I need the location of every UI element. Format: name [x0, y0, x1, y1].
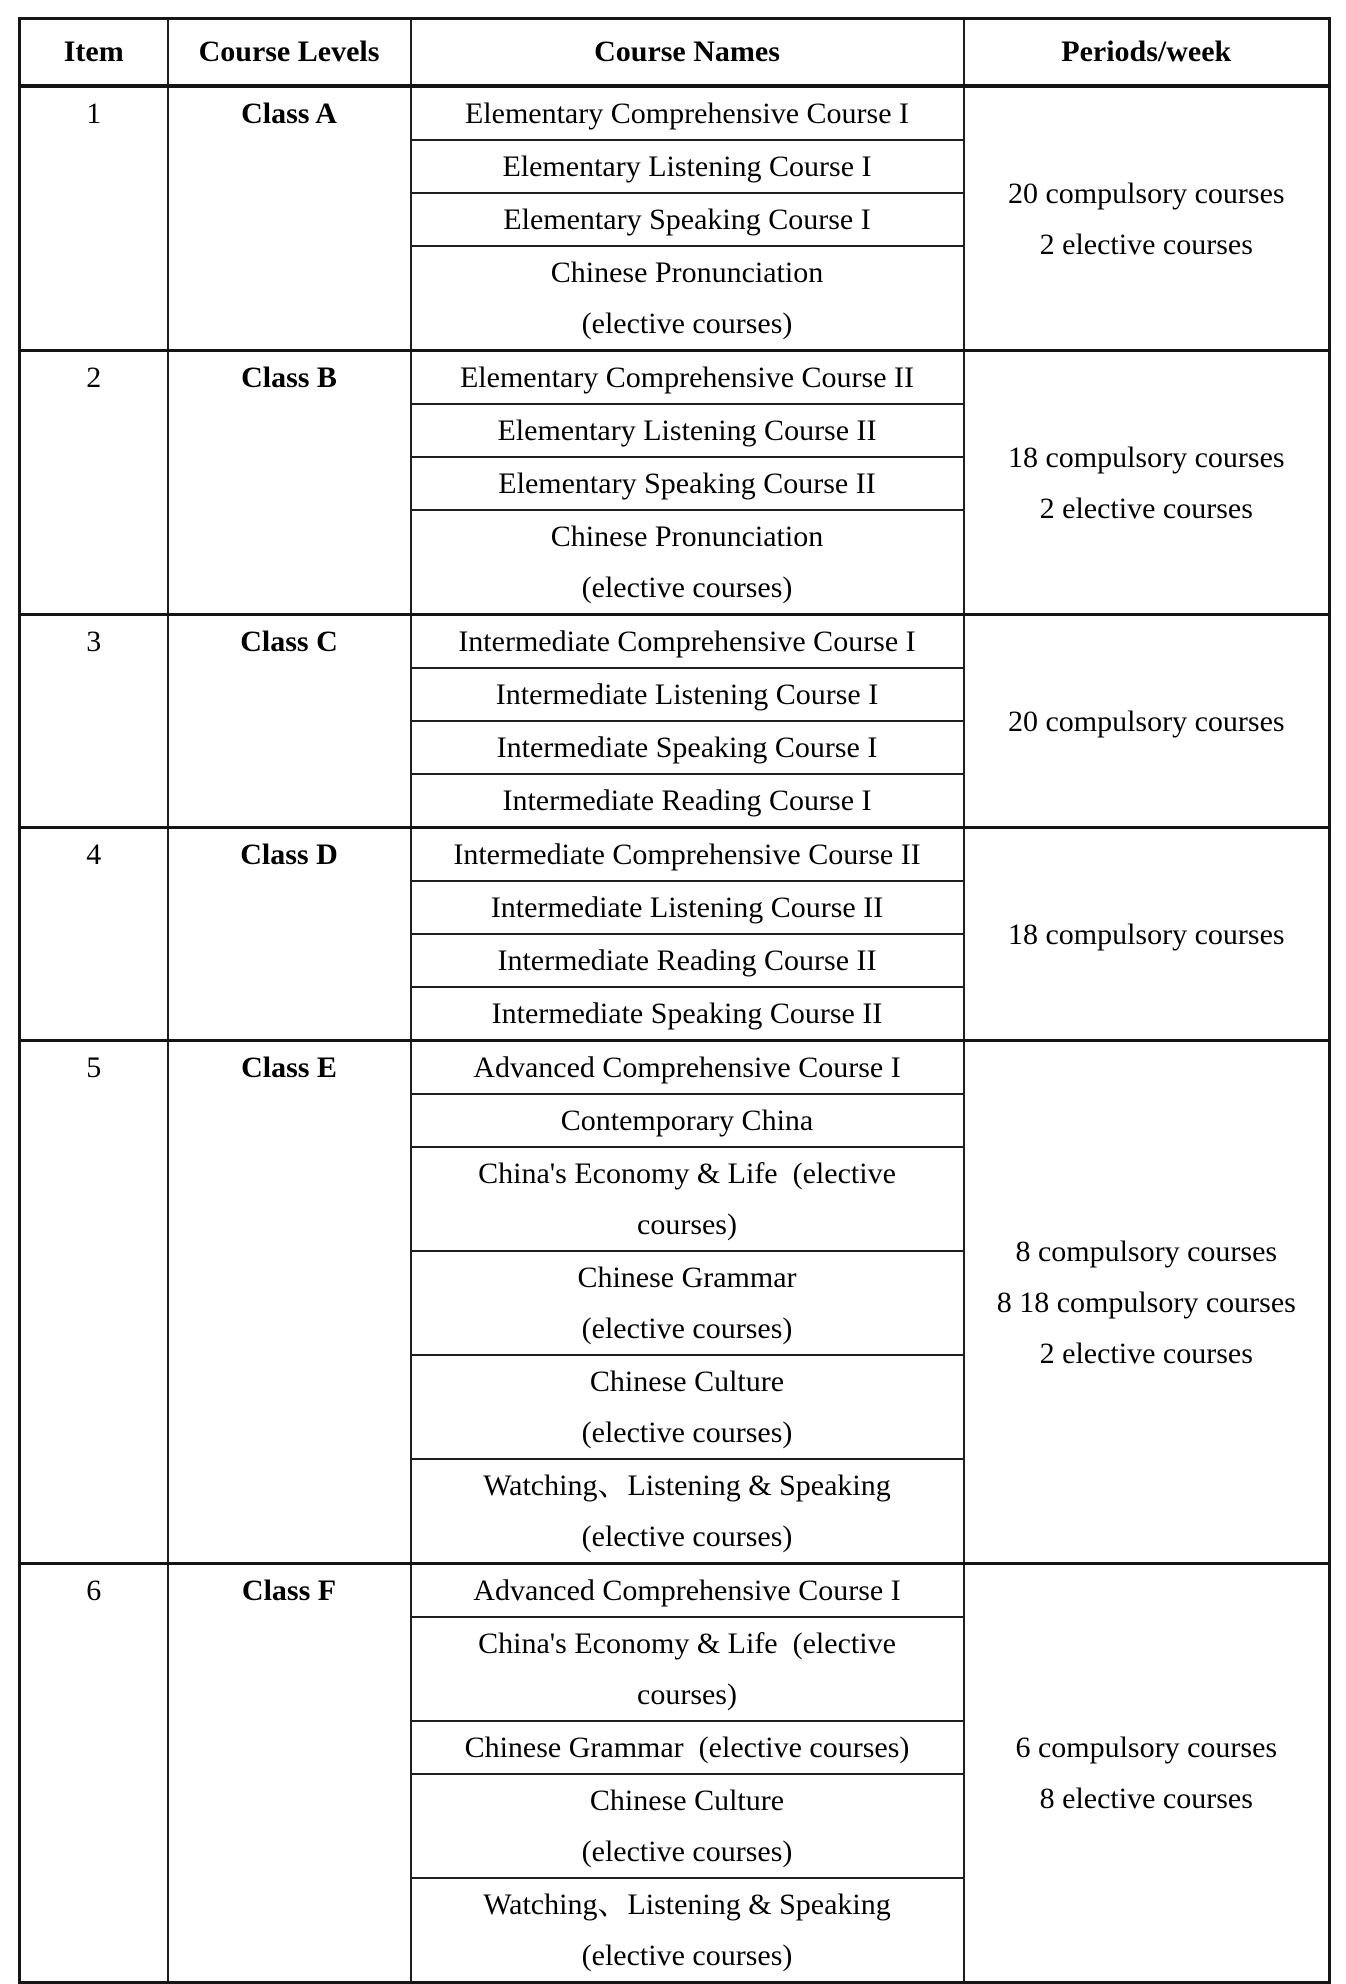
class-level: Class C [240, 625, 338, 658]
course-name: courses) [637, 1678, 737, 1711]
course-name: Advanced Comprehensive Course I [473, 1051, 901, 1084]
table-header-row [20, 19, 1330, 87]
course-cell [411, 1041, 964, 1095]
course-name: Intermediate Comprehensive Course II [453, 838, 921, 871]
course-cell [411, 404, 964, 457]
course-name: (elective courses) [581, 1520, 793, 1553]
course-cell [411, 1878, 964, 1983]
periods-text: 6 compulsory courses [1015, 1731, 1278, 1764]
course-cell [411, 1251, 964, 1355]
course-schedule-table [18, 17, 1331, 1984]
level-cell [168, 86, 411, 351]
course-cell [411, 721, 964, 774]
course-name: Chinese Grammar [577, 1261, 797, 1294]
course-cell [411, 615, 964, 669]
item-cell [20, 86, 168, 351]
course-cell [411, 934, 964, 987]
course-cell [411, 1459, 964, 1564]
periods-text: 8 compulsory courses [1015, 1234, 1278, 1268]
periods-text: 18 compulsory courses [1007, 440, 1285, 474]
class-level: Class A [241, 97, 337, 130]
course-name: China's Economy & Life (elective [478, 1157, 896, 1190]
item-number: 1 [86, 97, 102, 130]
item-cell [20, 615, 168, 828]
course-name: Advanced Comprehensive Course I [473, 1574, 901, 1607]
course-cell [411, 1094, 964, 1147]
course-name: Contemporary China [560, 1104, 814, 1137]
course-cell [411, 828, 964, 882]
course-cell [411, 351, 964, 405]
periods-cell [964, 86, 1330, 351]
class-level: Class B [241, 361, 337, 394]
table-row [20, 615, 1330, 669]
course-cell [411, 668, 964, 721]
item-number: 4 [86, 838, 102, 871]
item-cell [20, 1041, 168, 1564]
level-cell [168, 1564, 411, 1983]
periods-text: 20 compulsory courses [1007, 704, 1285, 738]
level-cell [168, 1041, 411, 1564]
class-level: Class D [240, 838, 338, 871]
course-cell [411, 1147, 964, 1251]
course-cell [411, 1355, 964, 1459]
item-cell [20, 1564, 168, 1983]
course-cell [411, 881, 964, 934]
table-row [20, 351, 1330, 405]
course-name: Watching、Listening & Speaking [483, 1888, 891, 1921]
periods-text: 8 18 compulsory courses [996, 1285, 1296, 1319]
table-row [20, 1041, 1330, 1095]
course-name: Elementary Listening Course I [502, 150, 872, 183]
course-name: Chinese Pronunciation [550, 256, 824, 289]
course-name: Elementary Comprehensive Course I [464, 97, 910, 130]
course-cell [411, 457, 964, 510]
course-name: Elementary Comprehensive Course II [459, 361, 915, 394]
item-cell [20, 828, 168, 1041]
header-course-levels: Course Levels [168, 19, 411, 87]
course-name: (elective courses) [581, 1835, 793, 1868]
level-cell [168, 615, 411, 828]
course-cell [411, 1721, 964, 1774]
periods-cell [964, 615, 1330, 828]
course-name: Elementary Speaking Course II [498, 467, 876, 500]
level-cell [168, 828, 411, 1041]
course-name: Elementary Listening Course II [497, 414, 877, 447]
table-row [20, 86, 1330, 140]
course-name: Intermediate Speaking Course I [496, 731, 878, 764]
course-name: Watching、Listening & Speaking [483, 1469, 891, 1502]
periods-text: 8 elective courses [1039, 1782, 1253, 1815]
item-number: 2 [86, 361, 102, 394]
course-name: Chinese Culture [589, 1365, 785, 1398]
table-row [20, 828, 1330, 882]
course-cell [411, 1774, 964, 1878]
periods-cell [964, 1564, 1330, 1983]
course-name: courses) [637, 1208, 737, 1241]
periods-cell [964, 828, 1330, 1041]
course-name: (elective courses) [581, 307, 793, 340]
course-cell [411, 1564, 964, 1618]
course-name: (elective courses) [581, 1939, 793, 1972]
course-name: (elective courses) [581, 1312, 793, 1345]
course-name: Intermediate Listening Course II [490, 891, 884, 924]
course-cell [411, 987, 964, 1041]
item-number: 5 [86, 1051, 102, 1084]
periods-text: 18 compulsory courses [1007, 917, 1285, 951]
periods-cell [964, 351, 1330, 615]
header-course-names: Course Names [411, 19, 964, 87]
course-cell [411, 774, 964, 828]
course-name: Chinese Culture [589, 1784, 785, 1817]
periods-text: 2 elective courses [1039, 227, 1253, 261]
course-cell [411, 140, 964, 193]
header-periods-week: Periods/week [964, 19, 1330, 87]
course-name: Intermediate Comprehensive Course I [458, 625, 916, 658]
header-item: Item [20, 19, 168, 87]
periods-cell [964, 1041, 1330, 1564]
item-cell [20, 351, 168, 615]
table-row [20, 1564, 1330, 1618]
course-name: (elective courses) [581, 571, 793, 604]
item-number: 6 [86, 1574, 102, 1607]
periods-text: 2 elective courses [1039, 1336, 1253, 1370]
course-cell [411, 86, 964, 140]
course-name: Intermediate Listening Course I [495, 678, 879, 711]
course-cell [411, 193, 964, 246]
course-cell [411, 510, 964, 615]
item-number: 3 [86, 625, 102, 658]
level-cell [168, 351, 411, 615]
periods-text: 2 elective courses [1039, 491, 1253, 525]
class-level: Class F [241, 1574, 337, 1607]
course-name: Intermediate Reading Course I [502, 784, 872, 817]
course-name: Intermediate Speaking Course II [491, 997, 883, 1030]
course-cell [411, 246, 964, 351]
class-level: Class E [241, 1051, 337, 1084]
periods-text: 20 compulsory courses [1007, 176, 1285, 210]
course-cell [411, 1617, 964, 1721]
course-name: Intermediate Reading Course II [497, 944, 877, 977]
course-name: (elective courses) [581, 1416, 793, 1449]
course-name: China's Economy & Life (elective [478, 1627, 896, 1660]
course-name: Chinese Grammar (elective courses) [464, 1731, 910, 1764]
course-name: Elementary Speaking Course I [503, 203, 871, 236]
course-name: Chinese Pronunciation [550, 520, 824, 553]
